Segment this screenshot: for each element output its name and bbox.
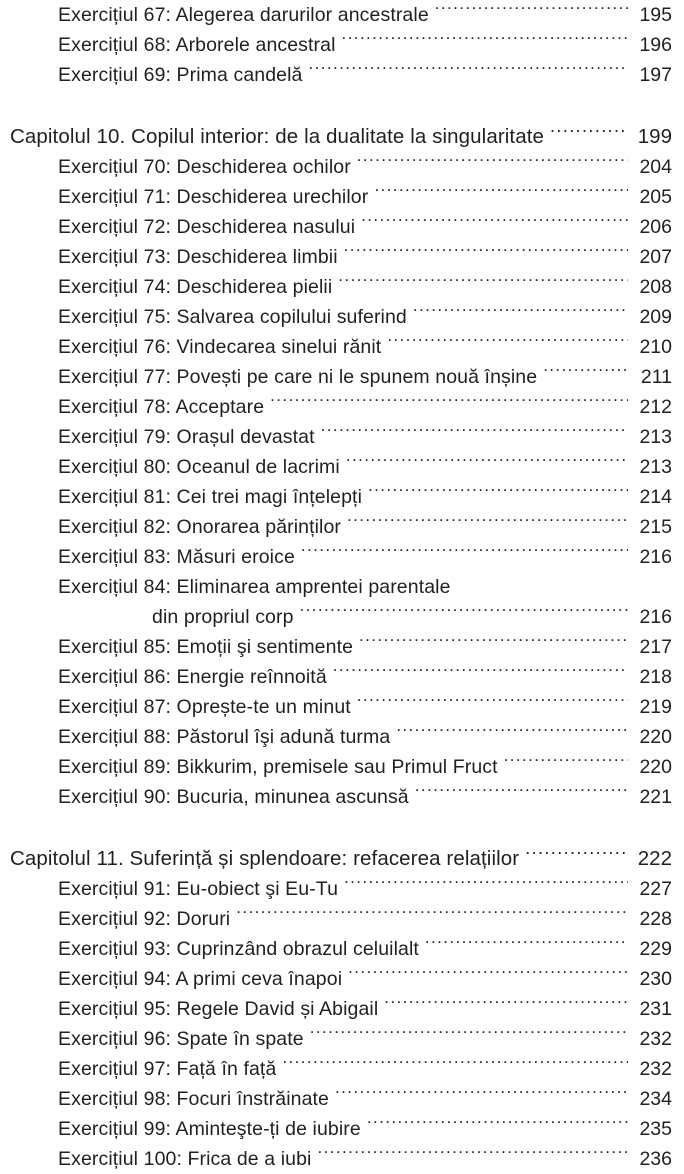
toc-exercise-entry[interactable] — [0, 0, 684, 30]
toc-entry-label: Exercițiul 79: Orașul devastat — [58, 426, 315, 448]
toc-exercise-entry[interactable] — [0, 152, 684, 182]
toc-exercise-entry[interactable] — [0, 1054, 684, 1084]
toc-page-number: 234 — [639, 1088, 672, 1110]
dot-leader — [525, 849, 628, 865]
dot-leader — [344, 247, 628, 263]
toc-page-number: 222 — [637, 847, 672, 870]
toc-entry-continuation[interactable] — [0, 602, 684, 632]
toc-page-number: 212 — [639, 396, 672, 418]
dot-leader — [300, 607, 628, 623]
dot-leader — [543, 367, 628, 383]
toc-page-number: 236 — [639, 1148, 672, 1170]
toc-exercise-entry[interactable] — [0, 182, 684, 212]
toc-exercise-entry[interactable] — [0, 632, 684, 662]
toc-exercise-entry[interactable] — [0, 332, 684, 362]
toc-page-number: 229 — [639, 938, 672, 960]
dot-leader — [457, 577, 628, 593]
toc-page-number: 228 — [639, 908, 672, 930]
toc-entry-label: Exercițiul 98: Focuri înstrăinate — [58, 1088, 329, 1110]
toc-page-number: 235 — [639, 1118, 672, 1140]
toc-entry-label: Exercițiul 71: Deschiderea urechilor — [58, 186, 369, 208]
toc-entry-label: Exercițiul 100: Frica de a iubi — [58, 1148, 312, 1170]
toc-entry-label: Exercițiul 92: Doruri — [58, 908, 231, 930]
dot-leader — [310, 1029, 628, 1045]
dot-leader — [333, 667, 628, 683]
section-spacer — [0, 812, 684, 844]
toc-exercise-entry[interactable] — [0, 60, 684, 90]
dot-leader — [435, 5, 628, 21]
toc-exercise-entry[interactable] — [0, 242, 684, 272]
toc-page-number: 217 — [639, 636, 672, 658]
toc-exercise-entry[interactable] — [0, 302, 684, 332]
toc-chapter-entry[interactable] — [0, 122, 684, 152]
toc-entry-label: Exercițiul 68: Arborele ancestral — [58, 34, 336, 56]
toc-entry-label: Exercițiul 97: Față în față — [58, 1058, 277, 1080]
dot-leader — [335, 1089, 628, 1105]
dot-leader — [387, 337, 628, 353]
toc-exercise-entry[interactable] — [0, 782, 684, 812]
toc-page-number: 199 — [637, 125, 672, 148]
dot-leader — [348, 969, 628, 985]
dot-leader — [384, 999, 628, 1015]
toc-page-number: 208 — [639, 276, 672, 298]
toc-page-number: 220 — [639, 726, 672, 748]
dot-leader — [301, 547, 628, 563]
dot-leader — [550, 127, 628, 143]
dot-leader — [357, 157, 628, 173]
toc-exercise-entry[interactable] — [0, 662, 684, 692]
dot-leader — [317, 1149, 628, 1165]
toc-entry-label: Exercițiul 94: A primi ceva înapoi — [58, 968, 343, 990]
toc-exercise-entry[interactable] — [0, 692, 684, 722]
toc-entry-label: Exercițiul 74: Deschiderea pielii — [58, 276, 333, 298]
toc-page-number: 221 — [639, 786, 672, 808]
toc-page-number: 196 — [639, 34, 672, 56]
toc-exercise-entry[interactable] — [0, 272, 684, 302]
toc-page-number: 214 — [639, 486, 672, 508]
dot-leader — [338, 277, 628, 293]
toc-exercise-entry[interactable] — [0, 1024, 684, 1054]
toc-exercise-entry[interactable] — [0, 542, 684, 572]
dot-leader — [504, 757, 628, 773]
toc-exercise-entry[interactable] — [0, 482, 684, 512]
toc-page-number: 205 — [639, 186, 672, 208]
toc-exercise-entry[interactable] — [0, 752, 684, 782]
toc-entry-label: Exercițiul 75: Salvarea copilului suferind — [58, 306, 407, 328]
toc-entry-label: Exercițiul 82: Onorarea părinților — [58, 516, 342, 538]
toc-entry-label: Exercițiul 69: Prima candelă — [58, 64, 303, 86]
dot-leader — [270, 397, 628, 413]
toc-exercise-entry[interactable] — [0, 512, 684, 542]
section-spacer — [0, 90, 684, 122]
dot-leader — [347, 517, 628, 533]
dot-leader — [374, 187, 628, 203]
dot-leader — [344, 879, 628, 895]
dot-leader — [282, 1059, 628, 1075]
toc-exercise-entry[interactable] — [0, 30, 684, 60]
toc-entry-label: Exercițiul 89: Bikkurim, premisele sau Primul Fruct — [58, 756, 498, 778]
toc-entry-label: Exercițiul 88: Păstorul îşi adună turma — [58, 726, 391, 748]
toc-entry-label: Exercițiul 99: Aminteşte-ți de iubire — [58, 1118, 361, 1140]
toc-exercise-entry[interactable] — [0, 212, 684, 242]
dot-leader — [321, 427, 628, 443]
toc-page-number: 232 — [639, 1028, 672, 1050]
toc-exercise-entry[interactable] — [0, 934, 684, 964]
toc-exercise-entry[interactable] — [0, 1114, 684, 1144]
toc-page-number: 231 — [639, 998, 672, 1020]
toc-page-number: 219 — [639, 696, 672, 718]
toc-entry-label: Capitolul 11. Suferință și splendoare: refacerea relațiilor — [10, 847, 520, 870]
toc-page-number: 210 — [639, 336, 672, 358]
dot-leader — [415, 787, 628, 803]
toc-entry-label: Exercițiul 78: Acceptare — [58, 396, 265, 418]
toc-page-number: 220 — [639, 756, 672, 778]
toc-entry-label: Exercițiul 84: Eliminarea amprentei parentale — [58, 576, 451, 598]
dot-leader — [342, 35, 628, 51]
toc-entry-label: Exercițiul 85: Emoții şi sentimente — [58, 636, 354, 658]
toc-entry-label: Exercițiul 87: Oprește-te un minut — [58, 696, 351, 718]
toc-exercise-entry[interactable] — [0, 1144, 684, 1174]
toc-exercise-entry[interactable] — [0, 964, 684, 994]
dot-leader — [367, 1119, 628, 1135]
toc-entry-label: Exercițiul 70: Deschiderea ochilor — [58, 156, 351, 178]
toc-page-number: 232 — [639, 1058, 672, 1080]
toc-entry-label: Exercițiul 72: Deschiderea nasului — [58, 216, 356, 238]
toc-page-number: 206 — [639, 216, 672, 238]
toc-page-number: 204 — [639, 156, 672, 178]
toc-exercise-entry[interactable] — [0, 722, 684, 752]
toc-entry-label: Exercițiul 76: Vindecarea sinelui rănit — [58, 336, 382, 358]
toc-entry-label: Exercițiul 86: Energie reînnoită — [58, 666, 327, 688]
toc-entry-label: Exercițiul 95: Regele David și Abigail — [58, 998, 379, 1020]
toc-exercise-entry[interactable] — [0, 994, 684, 1024]
dot-leader — [425, 939, 628, 955]
toc-page-number: 197 — [639, 64, 672, 86]
dot-leader — [236, 909, 628, 925]
toc-page-number: 218 — [639, 666, 672, 688]
toc-page-number: 195 — [639, 4, 672, 26]
toc-exercise-entry[interactable] — [0, 362, 684, 392]
toc-page-number: 230 — [639, 968, 672, 990]
toc-exercise-entry[interactable] — [0, 422, 684, 452]
toc-entry-label: Exercițiul 67: Alegerea darurilor ancestrale — [58, 4, 429, 26]
toc-page-number: 216 — [639, 546, 672, 568]
toc-exercise-entry[interactable] — [0, 392, 684, 422]
toc-exercise-entry[interactable] — [0, 874, 684, 904]
dot-leader — [396, 727, 628, 743]
toc-entry-label: Exercițiul 91: Eu-obiect şi Eu-Tu — [58, 878, 339, 900]
toc-page-number: 213 — [639, 456, 672, 478]
toc-entry-label: Exercițiul 81: Cei trei magi înțelepți — [58, 486, 363, 508]
toc-exercise-entry[interactable] — [0, 452, 684, 482]
dot-leader — [368, 487, 628, 503]
toc-page-number: 215 — [639, 516, 672, 538]
toc-entry-label: din propriul corp — [152, 606, 294, 628]
toc-exercise-entry[interactable] — [0, 1084, 684, 1114]
toc-entry-label: Exercițiul 96: Spate în spate — [58, 1028, 304, 1050]
toc-page-number: 213 — [639, 426, 672, 448]
dot-leader — [361, 217, 628, 233]
toc-exercise-entry[interactable] — [0, 572, 684, 602]
toc-page-number: 227 — [639, 878, 672, 900]
dot-leader — [357, 697, 628, 713]
toc-entry-label: Exercițiul 80: Oceanul de lacrimi — [58, 456, 340, 478]
dot-leader — [413, 307, 628, 323]
toc-entry-label: Exercițiul 90: Bucuria, minunea ascunsă — [58, 786, 409, 808]
toc-chapter-entry[interactable] — [0, 844, 684, 874]
toc-entry-label: Capitolul 10. Copilul interior: de la dualitate la singularitate — [10, 125, 545, 148]
toc-page-number: 209 — [639, 306, 672, 328]
dot-leader — [309, 65, 629, 81]
toc-page-number: 211 — [640, 366, 672, 388]
dot-leader — [359, 637, 628, 653]
toc-entry-label: Exercițiul 93: Cuprinzând obrazul celuilalt — [58, 938, 419, 960]
toc-entry-label: Exercițiul 83: Măsuri eroice — [58, 546, 295, 568]
dot-leader — [346, 457, 628, 473]
toc-exercise-entry[interactable] — [0, 904, 684, 934]
toc-page-number: 207 — [639, 246, 672, 268]
toc-entry-label: Exercițiul 77: Povești pe care ni le spunem nouă înșine — [58, 366, 538, 388]
toc-entry-label: Exercițiul 73: Deschiderea limbii — [58, 246, 338, 268]
toc-page-number: 216 — [639, 606, 672, 628]
